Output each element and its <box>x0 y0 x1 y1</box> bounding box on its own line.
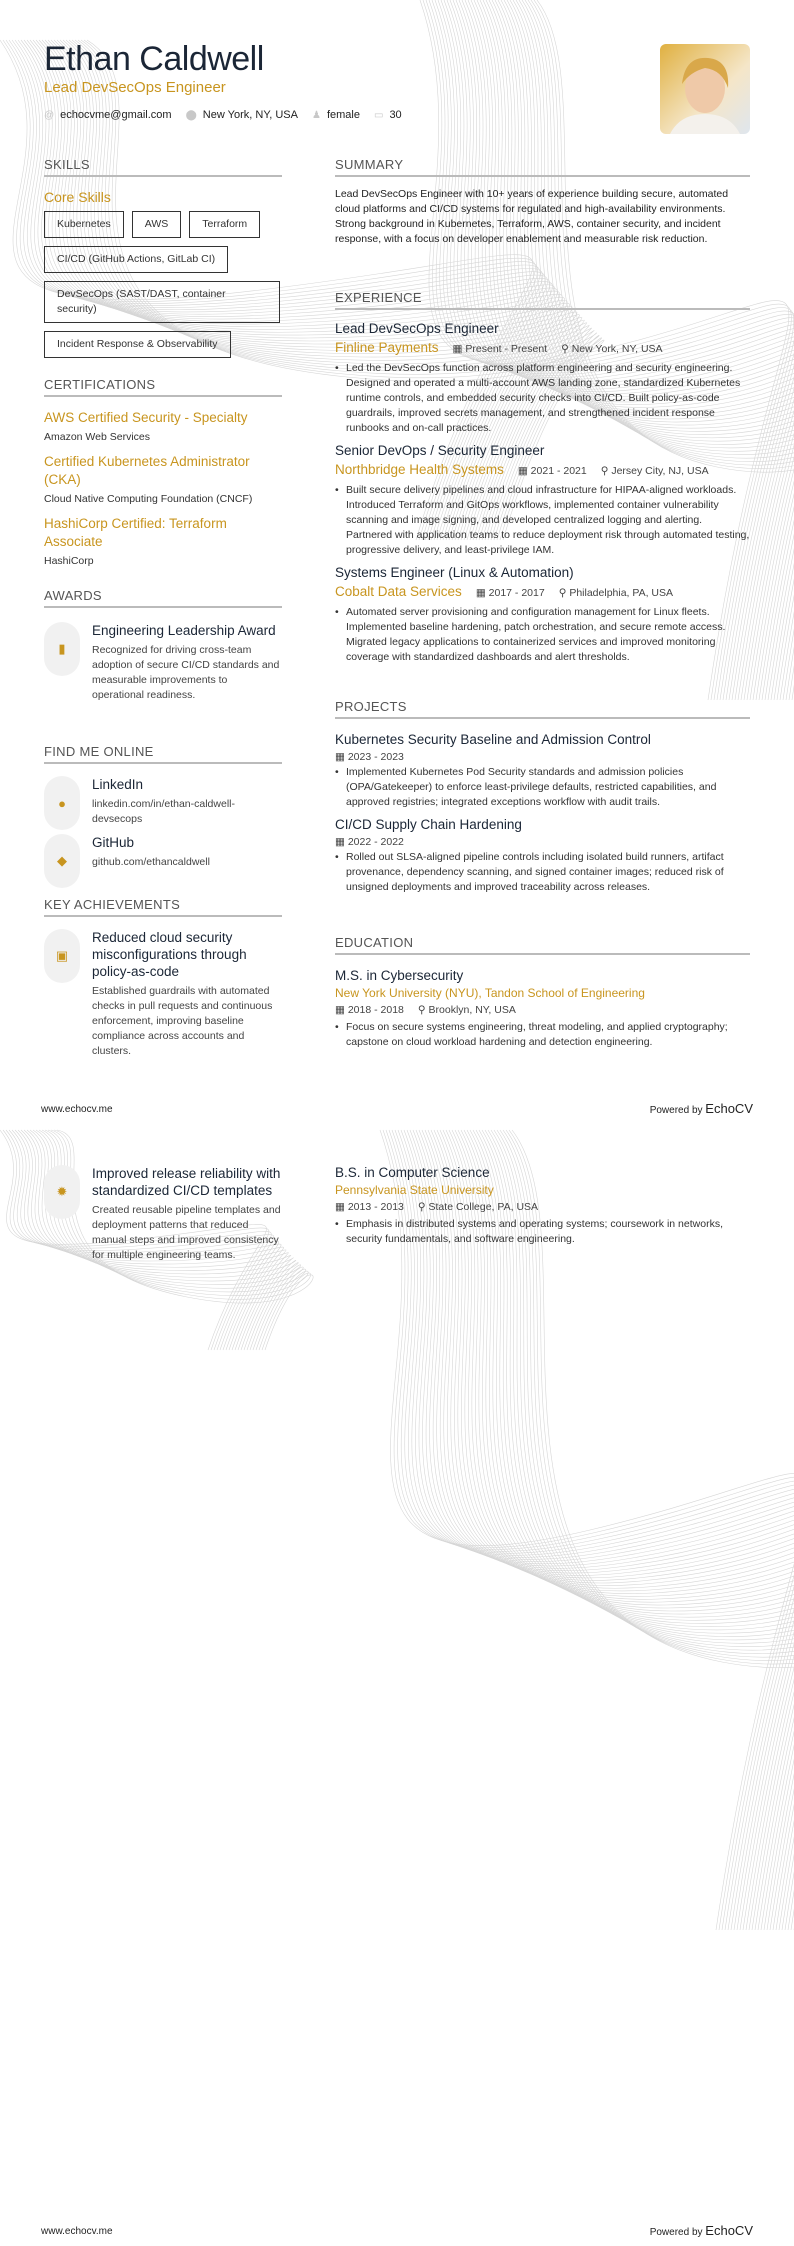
skill-tags <box>44 211 282 358</box>
footer-site-link[interactable]: www.echocv.me <box>41 1104 113 1115</box>
role: Senior DevOps / Security Engineer <box>335 443 545 458</box>
award-title: Engineering Leadership Award <box>92 623 276 638</box>
date-range: ▦ 2023 - 2023 <box>335 751 404 763</box>
certifications-section <box>44 377 282 569</box>
skill-tag: DevSecOps (SAST/DAST, container security) <box>44 281 280 323</box>
calendar-icon: ▦ <box>335 751 348 763</box>
wave-line <box>458 1130 794 1930</box>
calendar-icon: ▦ <box>517 465 531 477</box>
wave-line <box>392 1130 794 1930</box>
wave-line <box>464 1130 794 1930</box>
section-heading: EDUCATION <box>335 935 750 955</box>
footer-site-link[interactable]: www.echocv.me <box>41 2226 113 2237</box>
wave-line <box>446 1130 794 1930</box>
project-name: CI/CD Supply Chain Hardening <box>335 817 522 832</box>
cert-issuer: Cloud Native Computing Foundation (CNCF) <box>44 493 253 505</box>
online-name: GitHub <box>92 835 135 850</box>
document-icon: ▮ <box>44 622 80 676</box>
section-heading: AWARDS <box>44 588 282 608</box>
chat-icon: ▣ <box>44 929 80 983</box>
wave-line <box>395 1130 794 1930</box>
experience-bullet: • Automated server provisioning and configuration management for Linux fleets. Implemented baseline hardening, patch orchestration, and secure remote access. Migrated legacy applications to containerized services and improved monitoring coverage with standardized dashboards and alert thresholds. <box>335 605 750 665</box>
school: Pennsylvania State University <box>335 1183 494 1197</box>
achievement-desc: Created reusable pipeline templates and deployment patterns that reduced manual steps and improved consistency for multiple engineering teams. <box>92 1204 281 1261</box>
at-icon: @ <box>44 110 55 121</box>
date-range: ▦ 2017 - 2017 <box>475 587 545 599</box>
candidate-name: Ethan Caldwell <box>44 40 264 78</box>
project-item <box>335 816 750 895</box>
wave-line <box>440 1130 794 1930</box>
profile-photo <box>660 44 750 134</box>
degree: B.S. in Computer Science <box>335 1165 490 1180</box>
wave-line <box>491 1130 794 1930</box>
person-icon: ♟ <box>311 110 321 121</box>
achievement-row <box>44 1165 282 1263</box>
experience-item <box>335 564 750 665</box>
online-name: LinkedIn <box>92 777 144 792</box>
location: ⚲ Philadelphia, PA, USA <box>558 587 674 599</box>
section-heading: SKILLS <box>44 157 282 177</box>
online-item[interactable] <box>44 834 282 888</box>
calendar-icon: ▦ <box>335 836 348 848</box>
achievement-desc: Established guardrails with automated checks in pull requests and continuous enforcement, improving baseline compliance across accounts and clusters. <box>92 985 273 1057</box>
project-bullet: • Implemented Kubernetes Pod Security standards and admission policies (OPA/Gatekeeper) to enforce least-privilege defaults, restricted capabilities, and approved registries; integrated exceptions workflow with audit trails. <box>335 765 750 810</box>
achievement-title: Reduced cloud security misconfigurations through policy-as-code <box>92 930 247 979</box>
cert-name: AWS Certified Security - Specialty <box>44 410 248 425</box>
company: Cobalt Data Services <box>335 584 462 599</box>
date-range: ▦ Present - Present <box>452 343 548 355</box>
summary-section <box>335 157 750 247</box>
calendar-icon: ▦ <box>335 1004 348 1016</box>
section-heading: CERTIFICATIONS <box>44 377 282 397</box>
cert-name: HashiCorp Certified: Terraform Associate <box>44 516 227 549</box>
experience-section <box>335 290 750 665</box>
wave-line <box>380 1130 794 1930</box>
education-item <box>335 1164 750 1247</box>
calendar-icon: ▭ <box>373 110 384 121</box>
company: Finline Payments <box>335 340 439 355</box>
achievement-item <box>44 1155 282 1263</box>
wave-line <box>383 1130 794 1930</box>
calendar-icon: ▦ <box>475 587 489 599</box>
linkedin-icon: ● <box>44 776 80 830</box>
projects-section <box>335 699 750 895</box>
school: New York University (NYU), Tandon School of Engineering <box>335 986 645 1000</box>
education-bullet: • Focus on secure systems engineering, threat modeling, and applied cryptography; capstone on cloud workload hardening and detection engineering. <box>335 1020 750 1050</box>
wave-line <box>479 1130 794 1930</box>
wave-line <box>422 1130 794 1930</box>
gear-icon: ✹ <box>44 1165 80 1219</box>
location: ⚲ New York, NY, USA <box>561 343 663 355</box>
education-section <box>335 935 750 1050</box>
online-url[interactable]: github.com/ethancaldwell <box>92 856 210 868</box>
section-heading: EXPERIENCE <box>335 290 750 310</box>
date-range: ▦ 2013 - 2013 <box>335 1201 404 1213</box>
skill-tag: CI/CD (GitHub Actions, GitLab CI) <box>44 246 228 273</box>
skill-tag: Kubernetes <box>44 211 124 238</box>
pin-icon: ⚲ <box>561 343 572 355</box>
wave-line <box>434 1130 794 1930</box>
degree: M.S. in Cybersecurity <box>335 968 464 983</box>
section-heading: SUMMARY <box>335 157 750 177</box>
skills-section <box>44 157 282 358</box>
award-item <box>44 622 282 703</box>
date-range: ▦ 2021 - 2021 <box>517 465 587 477</box>
online-item[interactable] <box>44 776 282 830</box>
location: ⚲ State College, PA, USA <box>417 1201 539 1213</box>
awards-section <box>44 588 282 703</box>
find-me-online-section <box>44 744 282 888</box>
company: Northbridge Health Systems <box>335 462 504 477</box>
wave-line <box>443 1130 794 1930</box>
github-icon: ◆ <box>44 834 80 888</box>
date-range: ▦ 2018 - 2018 <box>335 1004 404 1016</box>
experience-item <box>335 442 750 558</box>
pin-icon: ⬤ <box>185 110 197 121</box>
award-desc: Recognized for driving cross-team adoption of secure CI/CD standards and measurable improvements to operational readiness. <box>92 644 280 701</box>
job-title: Lead DevSecOps Engineer <box>44 79 226 96</box>
summary-text: Lead DevSecOps Engineer with 10+ years of experience building secure, automated cloud platforms and CI/CD systems for regulated and high-availability environments. Strong background in Kubernetes, Terraform, AWS, container security, and incident response, with a focus on developer enablement and measurable risk reduction. <box>335 188 729 245</box>
experience-bullet: • Built secure delivery pipelines and cloud infrastructure for HIPAA-aligned workloads. Introduced Terraform and GitOps workflows, implemented container vulnerability scanning and image signing, and developed centralized logging and alerting. Partnered with application teams to reduce deployment risk through automated testing, progressive delivery, and least-privilege IAM. <box>335 483 750 558</box>
project-item <box>335 731 750 810</box>
skill-tag: Incident Response & Observability <box>44 331 231 358</box>
section-heading: PROJECTS <box>335 699 750 719</box>
achievement-title: Improved release reliability with standardized CI/CD templates <box>92 1166 281 1198</box>
project-name: Kubernetes Security Baseline and Admission Control <box>335 732 651 747</box>
location: ⬤ New York, NY, USA <box>185 109 298 121</box>
calendar-icon: ▦ <box>452 343 466 355</box>
powered-by[interactable]: Powered by EchoCV <box>649 2223 753 2238</box>
education-item <box>335 967 750 1050</box>
wave-line <box>512 1130 794 1930</box>
wave-line <box>476 1130 794 1930</box>
cert-issuer: Amazon Web Services <box>44 431 151 443</box>
pin-icon: ⚲ <box>417 1201 429 1213</box>
contact-row <box>44 109 402 121</box>
avatar-icon <box>660 44 750 134</box>
section-heading: KEY ACHIEVEMENTS <box>44 897 282 917</box>
wave-line <box>485 1130 794 1930</box>
age: ▭ 30 <box>373 109 402 121</box>
role: Lead DevSecOps Engineer <box>335 321 499 336</box>
role: Systems Engineer (Linux & Automation) <box>335 565 574 580</box>
location: ⚲ Jersey City, NJ, USA <box>600 465 709 477</box>
online-url[interactable]: linkedin.com/in/ethan-caldwell-devsecops <box>92 798 235 825</box>
experience-bullet: • Led the DevSecOps function across platform engineering and security engineering. Designed and operated a multi-account AWS landing zone, standardized Kubernetes runtime controls, and embedded security checks into CI/CD. Built policy-as-code guardrails, improved secrets management, and strengthened incident response runbooks and on-call practices. <box>335 361 750 436</box>
pin-icon: ⚲ <box>417 1004 429 1016</box>
powered-by[interactable]: Powered by EchoCV <box>649 1101 753 1116</box>
cert-issuer: HashiCorp <box>44 555 94 567</box>
wave-line <box>473 1130 794 1930</box>
skill-tag: Terraform <box>189 211 260 238</box>
calendar-icon: ▦ <box>335 1201 348 1213</box>
email[interactable]: @ echocvme@gmail.com <box>44 109 172 121</box>
achievement-item <box>44 929 282 1059</box>
key-achievements-section <box>44 897 282 1059</box>
pin-icon: ⚲ <box>558 587 570 599</box>
gender: ♟ female <box>311 109 360 121</box>
experience-item <box>335 320 750 436</box>
skill-group: Core Skills <box>44 189 111 205</box>
cert-name: Certified Kubernetes Administrator (CKA) <box>44 454 250 487</box>
wave-line <box>455 1130 794 1930</box>
skill-tag: AWS <box>132 211 182 238</box>
section-heading: FIND ME ONLINE <box>44 744 282 764</box>
education-bullet: • Emphasis in distributed systems and operating systems; coursework in networks, security fundamentals, and software engineering. <box>335 1217 750 1247</box>
project-bullet: • Rolled out SLSA-aligned pipeline controls including isolated build runners, artifact provenance, dependency scanning, and signed container images; reduced risk of unsigned deployments and improved traceability across releases. <box>335 850 750 895</box>
date-range: ▦ 2022 - 2022 <box>335 836 404 848</box>
pin-icon: ⚲ <box>600 465 612 477</box>
location: ⚲ Brooklyn, NY, USA <box>417 1004 516 1016</box>
